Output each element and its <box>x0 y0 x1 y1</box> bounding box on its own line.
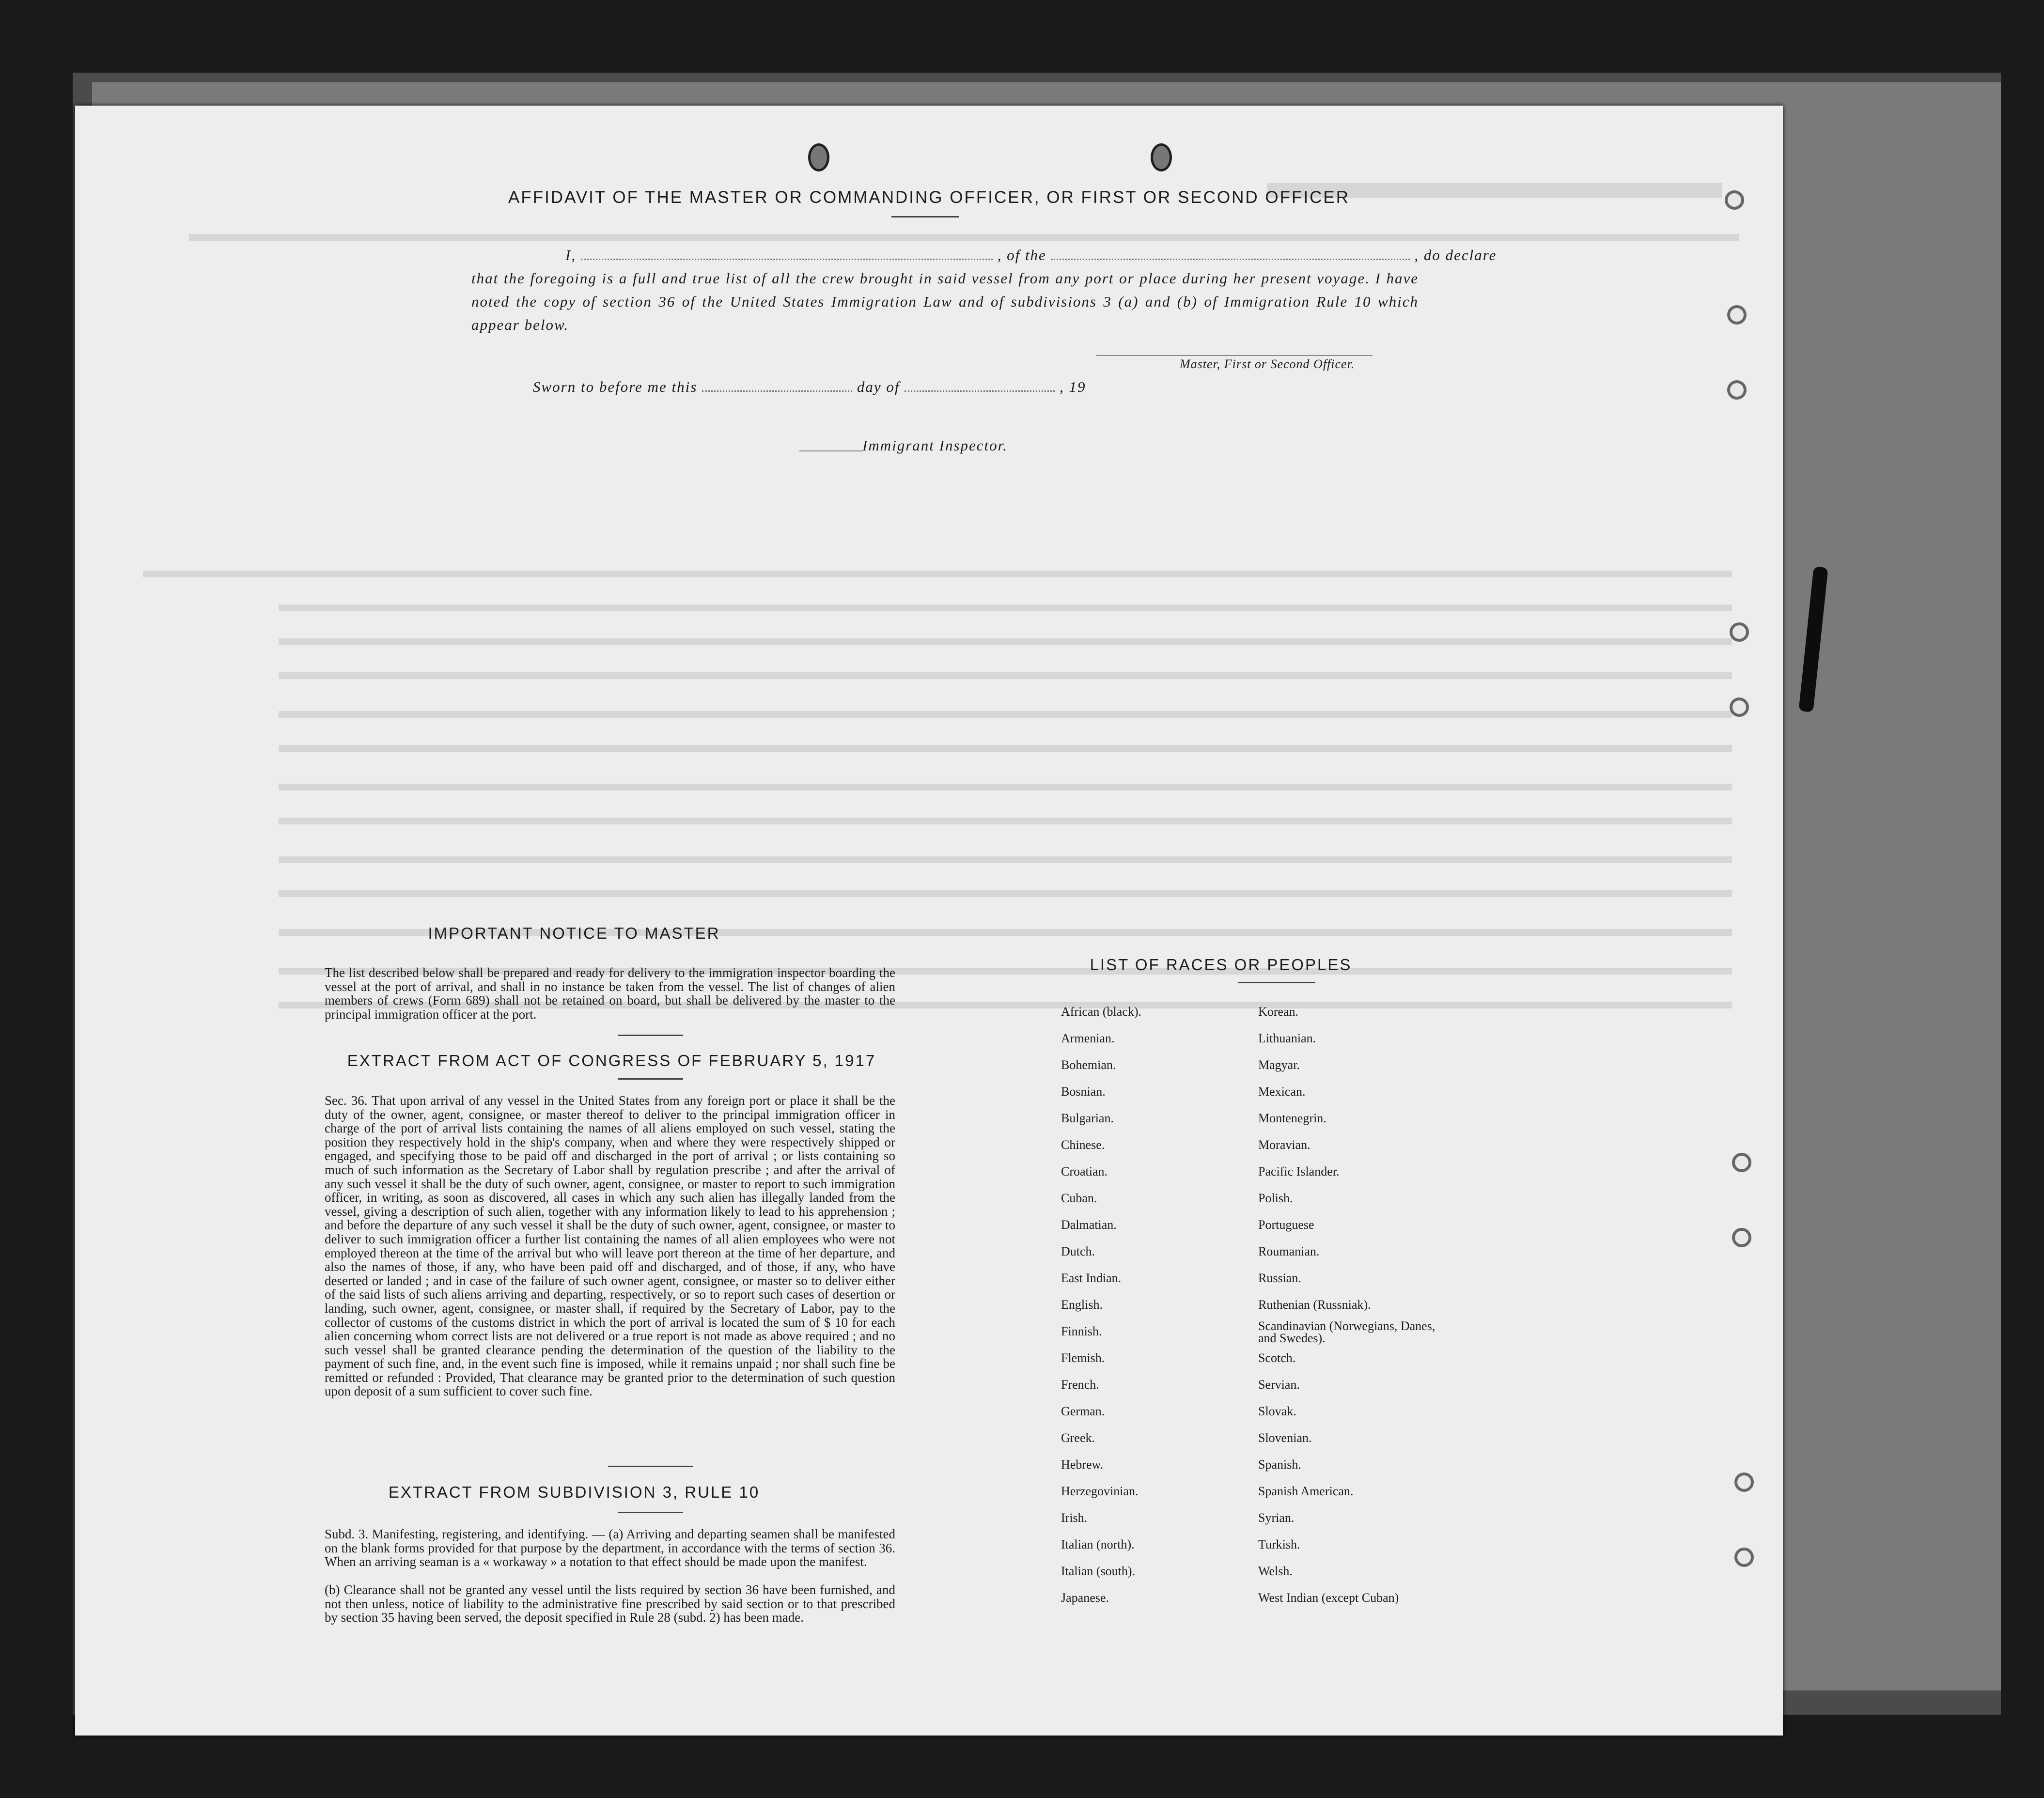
races-column-2 <box>1258 998 1437 1611</box>
affidavit-declaration-line <box>565 244 1497 267</box>
race-item: East Indian. <box>1061 1271 1122 1285</box>
divider <box>618 1078 683 1080</box>
punch-hole <box>808 143 829 171</box>
race-item: Flemish. <box>1061 1351 1105 1365</box>
divider <box>618 1035 683 1036</box>
race-item: Italian (north). <box>1061 1537 1135 1551</box>
binder-ring <box>1727 380 1747 400</box>
divider <box>891 216 959 217</box>
race-item: Chinese. <box>1061 1138 1105 1152</box>
binder-ring <box>1734 1472 1754 1492</box>
act-title: EXTRACT FROM ACT OF CONGRESS OF FEBRUARY 5, 1917 <box>347 1052 876 1070</box>
race-item: Spanish American. <box>1258 1484 1354 1498</box>
divider <box>618 1512 683 1513</box>
binder-ring <box>1730 698 1749 717</box>
race-item: Magyar. <box>1258 1058 1300 1072</box>
race-item: Greek. <box>1061 1431 1095 1445</box>
race-item: Scandinavian (Norwegians, Danes, and Swedes). <box>1258 1319 1435 1345</box>
race-item: Turkish. <box>1258 1537 1300 1551</box>
binder-ring <box>1727 305 1747 325</box>
binder-ring <box>1732 1153 1751 1172</box>
bleed-through-line <box>279 638 1732 645</box>
race-item: Herzegovinian. <box>1061 1484 1139 1498</box>
divider <box>608 1466 693 1467</box>
bleed-through-line <box>279 784 1732 790</box>
master-signature-caption: Master, First or Second Officer. <box>1180 357 1355 371</box>
rule-title: EXTRACT FROM SUBDIVISION 3, RULE 10 <box>388 1483 760 1501</box>
sworn-day-of-label: day of <box>857 378 900 395</box>
race-item: African (black). <box>1061 1005 1142 1019</box>
affidavit-declare-label: , do declare <box>1414 247 1497 264</box>
race-item: Croatian. <box>1061 1164 1108 1178</box>
race-item: Portuguese <box>1258 1218 1314 1232</box>
name-blank <box>581 254 993 260</box>
race-item: Bulgarian. <box>1061 1111 1114 1125</box>
notice-text: The list described below shall be prepared and ready for delivery to the immigration inspector boarding the vessel at the port of arrival, and shall in no instance be taken from the vessel. The list of changes of alien members of crews (Form 689) shall not be retained on board, but shall be delivered by the master to the principal immigration officer at the port. <box>325 965 895 1022</box>
bleed-through-line <box>143 571 1732 577</box>
bleed-through-line <box>279 672 1732 679</box>
binder-ring <box>1734 1548 1754 1567</box>
race-item: Pacific Islander. <box>1258 1164 1340 1178</box>
bleed-through-line <box>279 856 1732 863</box>
notice-title: IMPORTANT NOTICE TO MASTER <box>428 924 720 942</box>
races-title: LIST OF RACES OR PEOPLES <box>1090 956 1352 974</box>
race-item: Syrian. <box>1258 1511 1295 1525</box>
race-item: Russian. <box>1258 1271 1301 1285</box>
race-item: Hebrew. <box>1061 1457 1104 1472</box>
race-item: Lithuanian. <box>1258 1031 1316 1045</box>
race-item: English. <box>1061 1298 1103 1312</box>
sworn-month-blank <box>905 386 1055 392</box>
binder-ring <box>1732 1228 1751 1247</box>
race-item: West Indian (except Cuban) <box>1258 1591 1399 1605</box>
race-item: Spanish. <box>1258 1457 1301 1472</box>
sworn-label: Sworn to before me this <box>533 378 698 395</box>
sworn-day-blank <box>702 386 852 392</box>
race-item: Montenegrin. <box>1258 1111 1326 1125</box>
affidavit-body: that the foregoing is a full and true list of all the crew brought in said vessel from any port or place during her present voyage. I have noted the copy of section 36 of the United States Immigration Law and of subdivisions 3 (a) and (b) of Immigration Rule 10 which appear below. <box>471 270 1419 333</box>
race-item: Italian (south). <box>1061 1564 1136 1578</box>
race-item: Bohemian. <box>1061 1058 1116 1072</box>
race-item: Mexican. <box>1258 1085 1306 1099</box>
sworn-line <box>533 375 1086 399</box>
rule-text-a: Subd. 3. Manifesting, registering, and identifying. — (a) Arriving and departing seamen shall be manifested on the blank forms provided for that purpose by the department, in accordance with the terms of section 36. When an arriving seaman is a « workaway » a notation to that effect should be made upon the manifest. <box>325 1527 895 1569</box>
race-item: Japanese. <box>1061 1591 1109 1605</box>
race-item: Korean. <box>1258 1005 1299 1019</box>
race-item: French. <box>1061 1378 1099 1392</box>
race-item: Finnish. <box>1061 1324 1102 1338</box>
sworn-year-label: , 19 <box>1059 378 1086 395</box>
binder-ring <box>1730 622 1749 642</box>
document-page <box>75 106 1783 1736</box>
race-item: Ruthenian (Russniak). <box>1258 1298 1371 1312</box>
inspector-caption: Immigrant Inspector. <box>862 437 1008 454</box>
race-item: German. <box>1061 1404 1105 1418</box>
race-item: Cuban. <box>1061 1191 1097 1205</box>
race-item: Armenian. <box>1061 1031 1115 1045</box>
race-item: Bosnian. <box>1061 1085 1106 1099</box>
race-item: Dalmatian. <box>1061 1218 1117 1232</box>
race-item: Welsh. <box>1258 1564 1293 1578</box>
bleed-through-line <box>279 745 1732 752</box>
bleed-through-line <box>279 711 1732 718</box>
divider <box>1238 982 1315 983</box>
race-item: Irish. <box>1061 1511 1088 1525</box>
race-item: Roumanian. <box>1258 1244 1320 1258</box>
bleed-through-line <box>279 818 1732 824</box>
inspector-signature-line <box>799 450 862 451</box>
race-item: Slovenian. <box>1258 1431 1312 1445</box>
race-item: Polish. <box>1258 1191 1293 1205</box>
race-item: Dutch. <box>1061 1244 1095 1258</box>
act-text: Sec. 36. That upon arrival of any vessel in the United States from any foreign port or place it shall be the duty of the owner, agent, consignee, or master thereof to deliver to the principal immigration officer in charge of the port of arrival lists containing the names of all aliens employed on such vessel, stating the position they respectively hold in the ship's company, when and where they were respectively shipped or engaged, and specifying those to be paid off and discharged in the port of arrival ; or lists containing so much of such information as the Secretary of Labor shall by regulation prescribe ; and after the arrival of any such vessel it shall be the duty of such owner, agent, consignee, or master to report to such immigration officer, in writing, as soon as discovered, all cases in which any such alien has illegally landed from the vessel, giving a description of such alien, together with any information likely to lead to his apprehension ; and before the departure of any such vessel it shall be the duty of such owner, agent, consignee, or master to deliver to such immigration officer a further list containing the names of all alien employees who were not employed thereon at the time of the arrival but who will leave port thereon at the time of her departure, and also the names of those, if any, who have been paid off and discharged, and of those, if any, who have deserted or landed ; and in case of the failure of such owner agent, consignee, or master so to deliver either of the said lists of such aliens arriving and departing, respectively, or so to report such cases of desertion or landing, such owner, agent, consignee, or master shall, if required by the Secretary of Labor, pay to the collector of customs of the customs district in which the port of arrival is located the sum of $ 10 for each alien concerning whom correct lists are not delivered or a true report is not made as above required ; and no such vessel shall be granted clearance pending the determination of the question of the liability to the payment of such fine, and, in the event such fine is imposed, while it remains unpaid ; nor shall such fine be remitted or refunded : Provided, That clearance may be granted prior to the determination of such question upon deposit of a sum sufficient to cover such fine. <box>325 1093 895 1399</box>
rule-text-b: (b) Clearance shall not be granted any vessel until the lists required by section 36 have been furnished, and not then unless, notice of liability to the administrative fine prescribed by said section or to that prescribed by section 35 having been served, the deposit specified in Rule 28 (subd. 2) has been made. <box>325 1582 895 1625</box>
binder-ring <box>1725 190 1744 210</box>
bleed-through-line <box>279 604 1732 611</box>
punch-hole <box>1151 143 1172 171</box>
vessel-blank <box>1051 254 1410 260</box>
affidavit-of-the-label: , of the <box>997 247 1046 264</box>
affidavit-title: AFFIDAVIT OF THE MASTER OR COMMANDING OFFICER, OR FIRST OR SECOND OFFICER <box>508 188 1350 207</box>
bleed-through-line <box>279 890 1732 897</box>
affidavit-i-label: I, <box>565 247 577 264</box>
race-item: Scotch. <box>1258 1351 1296 1365</box>
bleed-through-line <box>189 234 1739 241</box>
race-item: Slovak. <box>1258 1404 1296 1418</box>
races-column-1 <box>1061 998 1141 1611</box>
race-item: Servian. <box>1258 1378 1300 1392</box>
race-item: Moravian. <box>1258 1138 1311 1152</box>
